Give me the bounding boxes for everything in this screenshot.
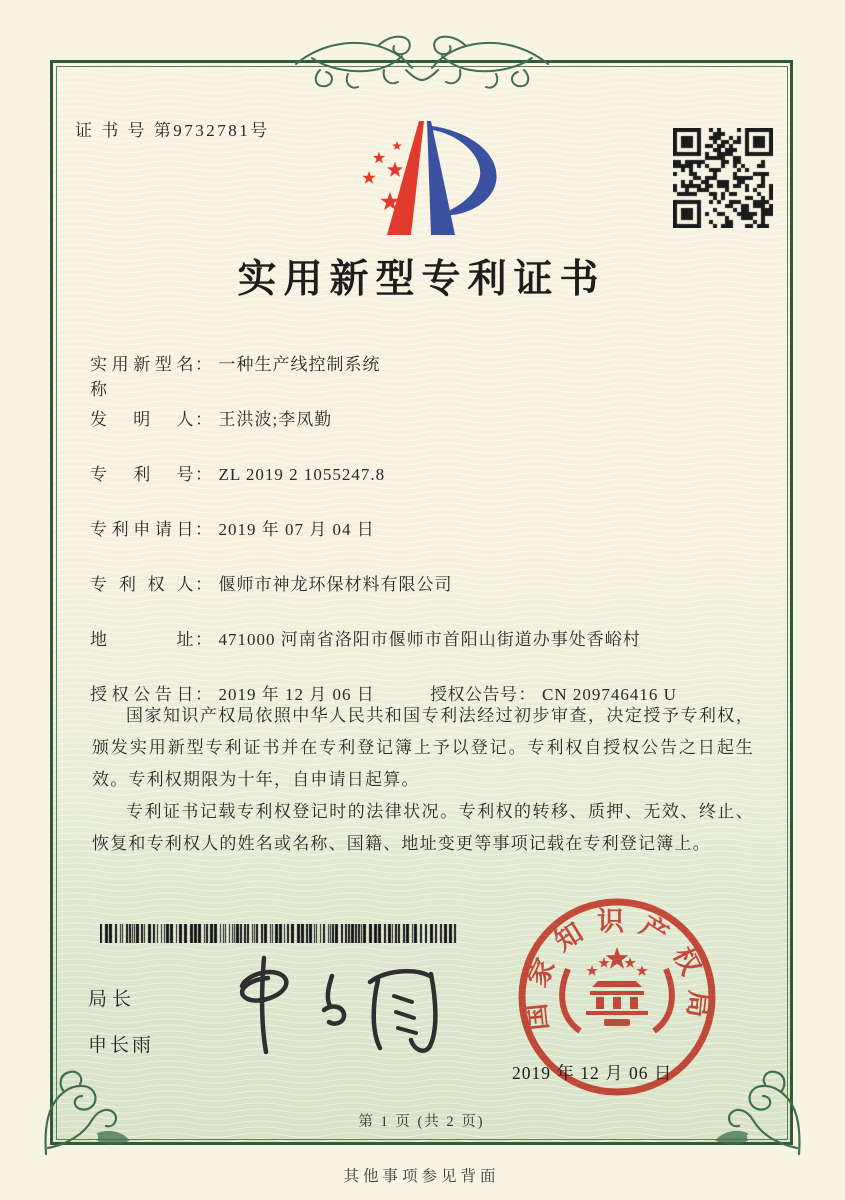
legal-paragraph-2: 专利证书记载专利权登记时的法律状况。专利权的转移、质押、无效、终止、恢复和专利权人的姓名或名称、国籍、地址变更等事项记载在专利登记簿上。 xyxy=(92,802,754,853)
field-row-patentee: 专利权人： 偃师市神龙环保材料有限公司 xyxy=(90,570,750,625)
field-label: 专利申请日 xyxy=(90,520,194,539)
field-value: ZL 2019 2 1055247.8 xyxy=(218,465,386,484)
field-label: 专利号 xyxy=(90,465,194,484)
page-number: 第 1 页 (共 2 页) xyxy=(358,1114,485,1130)
field-value: 2019 年 12 月 06 日 xyxy=(218,685,375,704)
seal-ring-text: 国家知识产权局 xyxy=(519,906,715,1032)
field-row-grant: 授权公告日： 2019 年 12 月 06 日 授权公告号： CN 209746416 U xyxy=(90,680,750,735)
field-label: 地址 xyxy=(90,630,194,649)
field-row-name: 实用新型名称： 一种生产线控制系统 xyxy=(90,350,750,405)
director-name: 申长雨 xyxy=(88,1035,155,1056)
qr-code xyxy=(673,128,773,228)
cnipa-logo-icon xyxy=(335,118,510,238)
certificate-fields xyxy=(90,350,750,735)
director-role-label: 局长 xyxy=(88,989,137,1010)
dragon-ornament xyxy=(290,24,554,96)
field-value: CN 209746416 U xyxy=(542,685,677,704)
field-label: 授权公告号 xyxy=(430,685,518,704)
national-emblem xyxy=(562,947,672,1031)
barcode xyxy=(100,924,460,943)
back-side-note: 其他事项参见背面 xyxy=(343,1168,500,1185)
seal-date: 2019 年 12 月 06 日 xyxy=(512,1063,673,1083)
certificate-number: 证 书 号 第9732781号 xyxy=(75,121,270,140)
field-row-address: 地址： 471000 河南省洛阳市偃师市首阳山街道办事处香峪村 xyxy=(90,625,750,680)
field-value: 偃师市神龙环保材料有限公司 xyxy=(218,575,453,594)
field-label: 专利权人 xyxy=(90,575,194,594)
field-value: 王洪波;李凤勤 xyxy=(218,410,333,429)
director-signature xyxy=(228,948,448,1058)
legal-text xyxy=(92,700,754,860)
field-value: 一种生产线控制系统 xyxy=(218,355,381,374)
field-label: 实用新型名称 xyxy=(90,355,194,399)
field-label: 发明人 xyxy=(90,410,194,429)
field-value: 2019 年 07 月 04 日 xyxy=(218,520,375,539)
field-pair-grant-number: 授权公告号： CN 209746416 U xyxy=(430,685,677,704)
field-value: 471000 河南省洛阳市偃师市首阳山街道办事处香峪村 xyxy=(218,630,641,649)
field-label: 授权公告日 xyxy=(90,685,194,704)
corner-flourish xyxy=(38,1050,133,1157)
field-row-inventor: 发明人： 王洪波;李凤勤 xyxy=(90,405,750,460)
certificate-title: 实用新型专利证书 xyxy=(237,258,606,301)
legal-paragraph-1: 国家知识产权局依照中华人民共和国专利法经过初步审查，决定授予专利权，颁发实用新型专利证书并在专利登记簿上予以登记。专利权自授权公告之日起生效。专利权期限为十年，自申请日起算。 xyxy=(92,706,754,789)
field-row-filing-date: 专利申请日： 2019 年 07 月 04 日 xyxy=(90,515,750,570)
corner-flourish xyxy=(712,1050,807,1157)
field-row-patent-no: 专利号： ZL 2019 2 1055247.8 xyxy=(90,460,750,515)
